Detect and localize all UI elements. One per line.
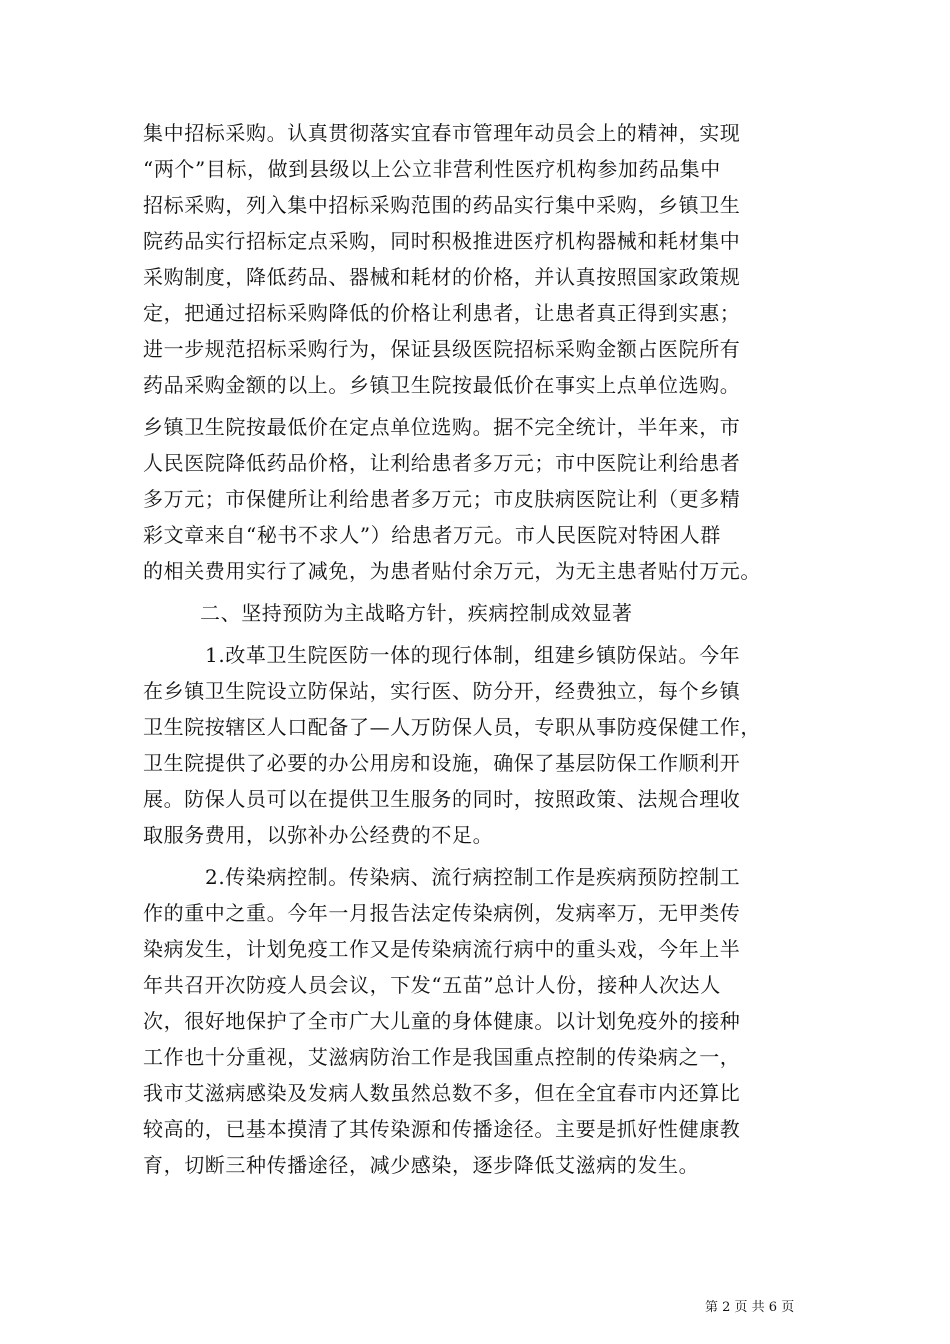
text-line: 乡镇卫生院按最低价在定点单位选购。据不完全统计，半年来，市 (143, 415, 741, 439)
text-line: 作的重中之重。今年一月报告法定传染病例，发病率万，无甲类传 (143, 901, 741, 925)
text-line: “两个”目标，做到县级以上公立非营利性医疗机构参加药品集中 (143, 157, 721, 181)
text-line: 展。防保人员可以在提供卫生服务的同时，按照政策、法规合理收 (143, 787, 741, 811)
text-line: 的相关费用实行了减免，为患者贴付余万元，为无主患者贴付万元。 (143, 559, 761, 583)
text-line: 较高的，已基本摸清了其传染源和传播途径。主要是抓好性健康教 (143, 1117, 741, 1141)
text-line: 彩文章来自“秘书不求人”）给患者万元。市人民医院对特困人群 (143, 523, 721, 547)
text-line: 药品采购金额的以上。乡镇卫生院按最低价在事实上点单位选购。 (143, 373, 741, 397)
text-line: 取服务费用，以弥补办公经费的不足。 (143, 823, 494, 847)
text-line: 卫生院按辖区人口配备了—人万防保人员，专职从事防疫保健工作， (143, 715, 761, 739)
page-number-footer: 第 2 页 共 6 页 (705, 1300, 795, 1315)
text-line: 卫生院提供了必要的办公用房和设施，确保了基层防保工作顺利开 (143, 751, 741, 775)
text-line: 年共召开次防疫人员会议，下发“五苗”总计人份，接种人次达人 (143, 973, 721, 997)
text-line: 次，很好地保护了全市广大儿童的身体健康。以计划免疫外的接种 (143, 1009, 741, 1033)
text-line: 院药品实行招标定点采购，同时积极推进医疗机构器械和耗材集中 (143, 229, 741, 253)
text-line: 在乡镇卫生院设立防保站，实行医、防分开，经费独立，每个乡镇 (143, 679, 741, 703)
text-line: 育，切断三种传播途径，减少感染，逐步降低艾滋病的发生。 (143, 1153, 700, 1177)
text-line: 定，把通过招标采购降低的价格让利患者，让患者真正得到实惠； (143, 301, 741, 325)
text-line: 工作也十分重视，艾滋病防治工作是我国重点控制的传染病之一， (143, 1045, 741, 1069)
text-line: 多万元；市保健所让利给患者多万元；市皮肤病医院让利（更多精 (143, 487, 741, 511)
section-heading: 二、坚持预防为主战略方针，疾病控制成效显著 (200, 601, 633, 625)
text-line: 1.改革卫生院医防一体的现行体制，组建乡镇防保站。今年 (205, 643, 741, 667)
text-line: 招标采购，列入集中招标采购范围的药品实行集中采购，乡镇卫生 (143, 193, 741, 217)
text-line: 集中招标采购。认真贯彻落实宜春市管理年动员会上的精神，实现 (143, 121, 741, 145)
text-line: 我市艾滋病感染及发病人数虽然总数不多，但在全宜春市内还算比 (143, 1081, 741, 1105)
text-line: 采购制度，降低药品、器械和耗材的价格，并认真按照国家政策规 (143, 265, 741, 289)
text-line: 2.传染病控制。传染病、流行病控制工作是疾病预防控制工 (205, 865, 741, 889)
text-line: 人民医院降低药品价格，让利给患者多万元；市中医院让利给患者 (143, 451, 741, 475)
text-line: 染病发生，计划免疫工作又是传染病流行病中的重头戏，今年上半 (143, 937, 741, 961)
text-line: 进一步规范招标采购行为，保证县级医院招标采购金额占医院所有 (143, 337, 741, 361)
